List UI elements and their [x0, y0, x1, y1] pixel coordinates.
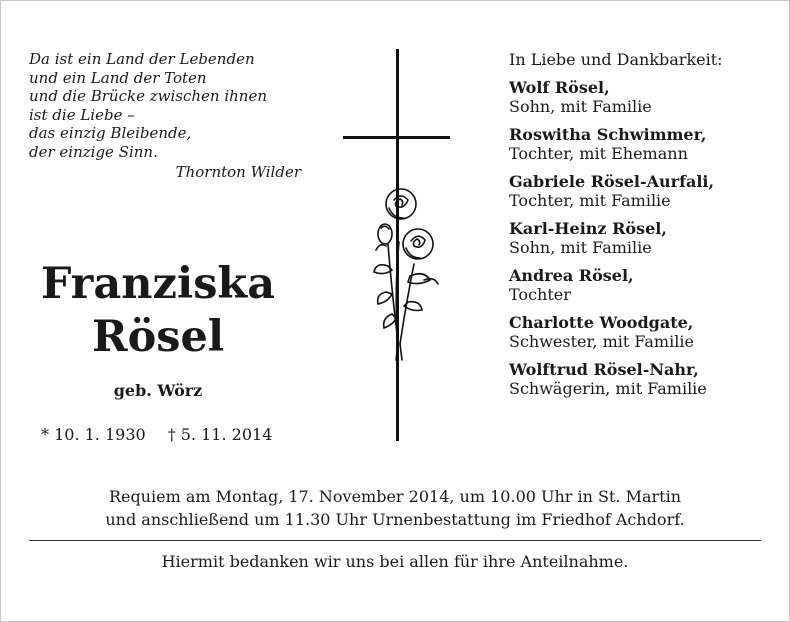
mourner-name: Roswitha Schwimmer, — [509, 125, 707, 144]
poem-line: und ein Land der Toten — [29, 68, 207, 87]
mourner-name: Andrea Rösel, — [509, 266, 634, 285]
mourner-entry — [509, 219, 779, 258]
thanks-line: Hiermit bedanken wir uns bei allen für ihre Anteilnahme. — [161, 552, 629, 571]
poem-line: das einzig Bleibende, — [29, 124, 192, 142]
deceased-first-name: Franziska — [40, 259, 276, 309]
mourner-name: Gabriele Rösel-Aurfali, — [509, 172, 715, 191]
roses-icon — [370, 184, 442, 364]
mourner-name: Karl-Heinz Rösel, — [509, 219, 667, 238]
poem-line: und die Brücke zwischen ihnen — [29, 87, 267, 105]
cross-bar — [343, 136, 450, 139]
mourner-name: Wolf Rösel, — [509, 78, 610, 97]
mourner-relation: Schwägerin, mit Familie — [509, 379, 707, 398]
mourner-relation: Tochter — [509, 285, 571, 304]
requiem-line: Requiem am Montag, 17. November 2014, um 10.00 Uhr in St. Martin — [108, 487, 682, 506]
deceased-last-name: Rösel — [91, 312, 225, 362]
life-dates — [41, 425, 272, 444]
mourner-relation: Schwester, mit Familie — [509, 332, 694, 351]
mourner-entry — [509, 360, 779, 399]
mourner-entry — [509, 125, 779, 164]
poem-line: der einzige Sinn. — [29, 142, 158, 161]
mourner-relation: Tochter, mit Familie — [509, 191, 671, 210]
death-date: † 5. 11. 2014 — [167, 425, 273, 444]
birth-date: * 10. 1. 1930 — [41, 425, 146, 444]
mourners-intro: In Liebe und Dankbarkeit: — [509, 50, 723, 69]
mourner-entry — [509, 313, 779, 352]
mourner-name: Wolftrud Rösel-Nahr, — [509, 360, 699, 379]
requiem-notice — [0, 485, 790, 531]
mourner-entry — [509, 78, 779, 117]
requiem-line: und anschließend um 11.30 Uhr Urnenbestattung im Friedhof Achdorf. — [105, 510, 685, 529]
mourner-entry — [509, 266, 779, 305]
mourner-relation: Tochter, mit Ehemann — [509, 144, 688, 163]
poem-line: ist die Liebe – — [29, 105, 135, 124]
poem-author: Thornton Wilder — [175, 163, 301, 181]
mourner-relation: Sohn, mit Familie — [509, 97, 652, 116]
deceased-name — [24, 258, 292, 364]
poem — [29, 50, 301, 182]
divider — [29, 540, 761, 541]
poem-line: Da ist ein Land der Lebenden — [29, 50, 255, 68]
mourner-relation: Sohn, mit Familie — [509, 238, 652, 257]
mourners-list — [509, 50, 779, 407]
mourner-entry — [509, 172, 779, 211]
birth-name: geb. Wörz — [113, 381, 203, 400]
mourner-name: Charlotte Woodgate, — [509, 313, 694, 332]
